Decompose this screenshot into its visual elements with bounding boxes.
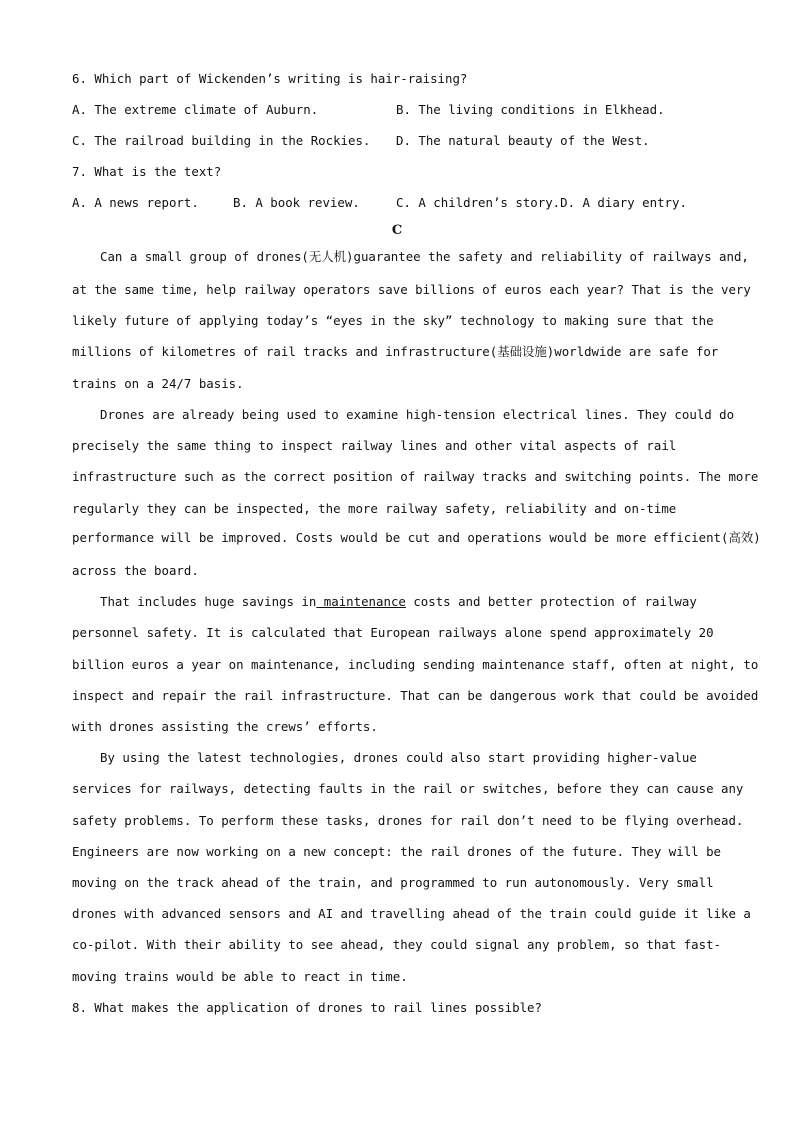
question-7-option-cd: C. A children’s story.D. A diary entry.: [396, 195, 687, 210]
passage-line: millions of kilometres of rail tracks and infrastructure(基础设施)worldwide are safe for: [72, 344, 719, 359]
passage-line: services for railways, detecting faults in the rail or switches, before they can cause any: [72, 781, 744, 796]
passage-line: with drones assisting the crews’ efforts.: [72, 719, 378, 734]
question-8-stem: 8. What makes the application of drones to rail lines possible?: [72, 1000, 542, 1015]
question-6-option-b: B. The living conditions in Elkhead.: [396, 102, 665, 117]
question-7-option-a: A. A news report.: [72, 195, 199, 210]
passage-line: precisely the same thing to inspect railway lines and other vital aspects of rail: [72, 438, 677, 453]
question-7-option-b: B. A book review.: [233, 195, 360, 210]
passage-line: co-pilot. With their ability to see ahead, they could signal any problem, so that fast-: [72, 937, 722, 952]
question-6-option-d: D. The natural beauty of the West.: [396, 133, 650, 148]
passage-line: performance will be improved. Costs would be cut and operations would be more efficient(高效): [72, 530, 761, 545]
question-6-option-a: A. The extreme climate of Auburn.: [72, 102, 319, 117]
section-heading: C: [391, 223, 403, 238]
question-6-option-c: C. The railroad building in the Rockies.: [72, 133, 371, 148]
passage-line: That includes huge savings in maintenance costs and better protection of railway: [100, 594, 697, 609]
underlined-word-maintenance: maintenance: [316, 594, 406, 609]
question-7-stem: 7. What is the text?: [72, 164, 222, 179]
passage-line: inspect and repair the rail infrastructure. That can be dangerous work that could be avoided: [72, 688, 759, 703]
passage-line: billion euros a year on maintenance, including sending maintenance staff, often at night, to: [72, 657, 759, 672]
passage-line: personnel safety. It is calculated that European railways alone spend approximately 20: [72, 625, 714, 640]
passage-line: Can a small group of drones(无人机)guarantee the safety and reliability of railways and,: [100, 249, 749, 264]
passage-line: safety problems. To perform these tasks, drones for rail don’t need to be flying overhead.: [72, 813, 744, 828]
passage-line: across the board.: [72, 563, 199, 578]
passage-line: drones with advanced sensors and AI and travelling ahead of the train could guide it like a: [72, 906, 751, 921]
passage-line: Drones are already being used to examine high-tension electrical lines. They could do: [100, 407, 735, 422]
passage-line: infrastructure such as the correct position of railway tracks and switching points. The more: [72, 469, 759, 484]
passage-line: moving on the track ahead of the train, and programmed to run autonomously. Very small: [72, 875, 714, 890]
passage-line: Engineers are now working on a new concept: the rail drones of the future. They will be: [72, 844, 722, 859]
passage-line: likely future of applying today’s “eyes in the sky” technology to making sure that the: [72, 313, 714, 328]
passage-line: moving trains would be able to react in time.: [72, 969, 408, 984]
passage-line: at the same time, help railway operators save billions of euros each year? That is the very: [72, 282, 751, 297]
passage-line: regularly they can be inspected, the more railway safety, reliability and on-time: [72, 501, 677, 516]
question-6-stem: 6. Which part of Wickenden’s writing is hair-raising?: [72, 71, 468, 86]
passage-line: trains on a 24/7 basis.: [72, 376, 244, 391]
passage-line: By using the latest technologies, drones could also start providing higher-value: [100, 750, 697, 765]
